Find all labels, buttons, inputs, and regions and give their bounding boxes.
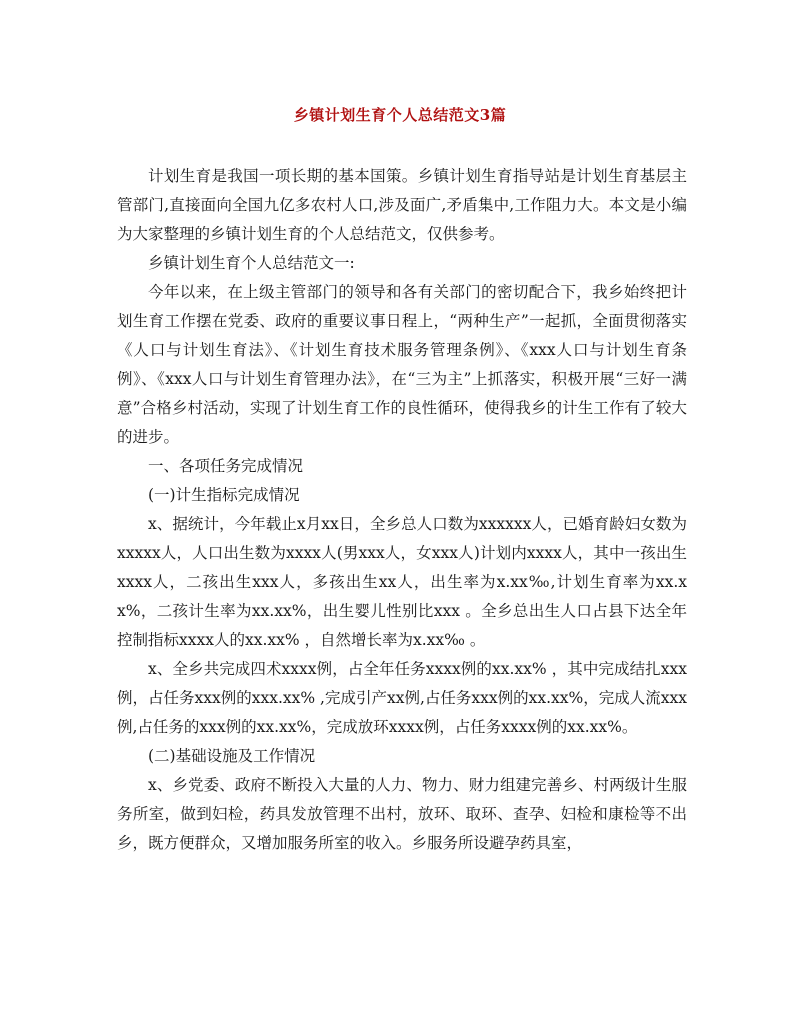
document-body: [117, 162, 687, 858]
document-title: 乡镇计划生育个人总结范文3篇: [293, 106, 507, 124]
section-heading-sample-one: 乡镇计划生育个人总结范文一:: [148, 254, 355, 272]
section-heading-tasks: 一、各项任务完成情况: [148, 457, 304, 475]
body-paragraph: 今年以来，在上级主管部门的领导和各有关部门的密切配合下，我乡始终把计划生育工作摆在党委、政府的重要议事日程上，“两种生产”一起抓，全面贯彻落实《人口与计划生育法》、《计划生育技术服务管理条例》、《xxx人口与计划生育条例》、《xxx人口与计划生育管理办法》，在“三为主”上抓落实，积极开展“三好一满意”合格乡村活动，实现了计划生育工作的良性循环，使得我乡的计生工作有了较大的进步。: [117, 283, 687, 446]
body-paragraph-facilities: x、乡党委、政府不断投入大量的人力、物力、财力组建完善乡、村两级计生服务所室，做到妇检，药具发放管理不出村，放环、取环、查孕、妇检和康检等不出乡，既方便群众，又增加服务所室的收入。乡服务所设避孕药具室，: [117, 776, 687, 852]
subsection-heading-facilities: (二)基础设施及工作情况: [148, 747, 316, 765]
subsection-heading-indicators: (一)计生指标完成情况: [148, 486, 300, 504]
intro-paragraph: 计划生育是我国一项长期的基本国策。乡镇计划生育指导站是计划生育基层主管部门,直接面向全国九亿多农村人口,涉及面广,矛盾集中,工作阻力大。本文是小编为大家整理的乡镇计划生育的个人总结范文，仅供参考。: [117, 167, 687, 243]
body-paragraph-statistics: x、据统计，今年载止x月xx日，全乡总人口数为xxxxxx人，已婚育龄妇女数为xxxxx人，人口出生数为xxxx人(男xxx人，女xxx人)计划内xxxx人，其中一孩出生xxxx人，二孩出生xxx人，多孩出生xx人，出生率为x.xx‰,计划生育率为xx.xx%，二孩计生率为xx.xx%，出生婴儿性别比xxx 。全乡总出生人口占县下达全年控制指标xxxx人的xx.xx% ，自然增长率为x.xx‰ 。: [117, 515, 687, 649]
body-paragraph-procedures: x、全乡共完成四术xxxx例，占全年任务xxxx例的xx.xx% ，其中完成结扎xxx例，占任务xxx例的xxx.xx% ,完成引产xx例,占任务xxx例的xx.xx%，完成人流xxx例,占任务的xxx例的xx.xx%，完成放环xxxx例，占任务xxxx例的xx.xx%。: [117, 660, 687, 736]
